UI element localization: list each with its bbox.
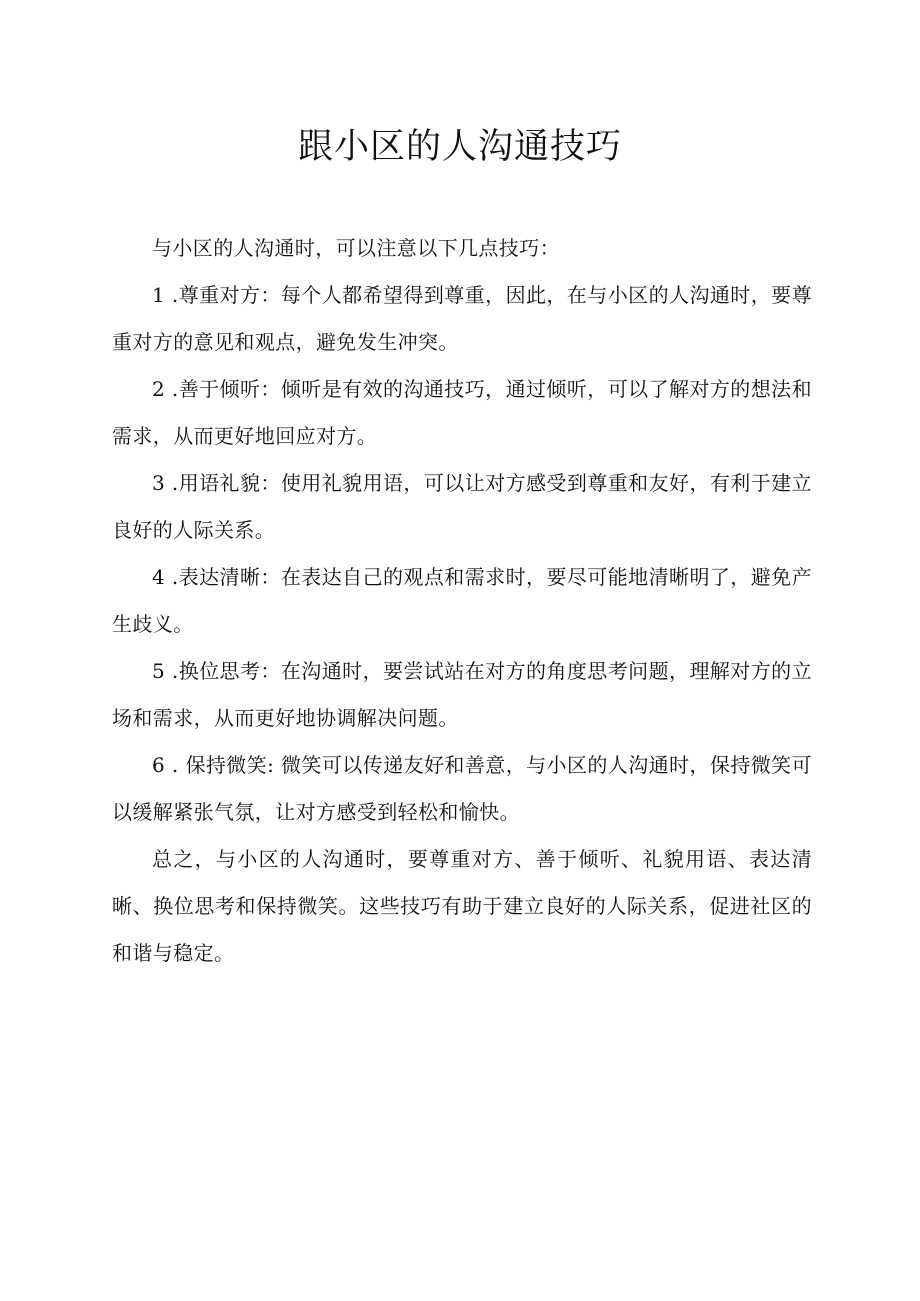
tip-paragraph-1: 1 .尊重对方：每个人都希望得到尊重，因此，在与小区的人沟通时，要尊重对方的意见和观点，避免发生冲突。 [112, 283, 812, 354]
tip-paragraph-6: 6 . 保持微笑: 微笑可以传递友好和善意，与小区的人沟通时，保持微笑可以缓解紧张气氛，让对方感受到轻松和愉快。 [112, 753, 812, 824]
document-body [112, 225, 812, 977]
intro-paragraph: 与小区的人沟通时，可以注意以下几点技巧： [152, 236, 560, 260]
tip-paragraph-2: 2 .善于倾听：倾听是有效的沟通技巧，通过倾听，可以了解对方的想法和需求，从而更好地回应对方。 [112, 377, 812, 448]
page-title: 跟小区的人沟通技巧 [297, 127, 622, 167]
conclusion-paragraph: 总之，与小区的人沟通时，要尊重对方、善于倾听、礼貌用语、表达清晰、换位思考和保持微笑。这些技巧有助于建立良好的人际关系，促进社区的和谐与稳定。 [112, 847, 812, 965]
tip-paragraph-3: 3 .用语礼貌：使用礼貌用语，可以让对方感受到尊重和友好，有利于建立良好的人际关系。 [112, 471, 812, 542]
tip-paragraph-4: 4 .表达清晰：在表达自己的观点和需求时，要尽可能地清晰明了，避免产生歧义。 [112, 565, 812, 636]
tip-paragraph-5: 5 .换位思考：在沟通时，要尝试站在对方的角度思考问题，理解对方的立场和需求，从而更好地协调解决问题。 [112, 659, 812, 730]
